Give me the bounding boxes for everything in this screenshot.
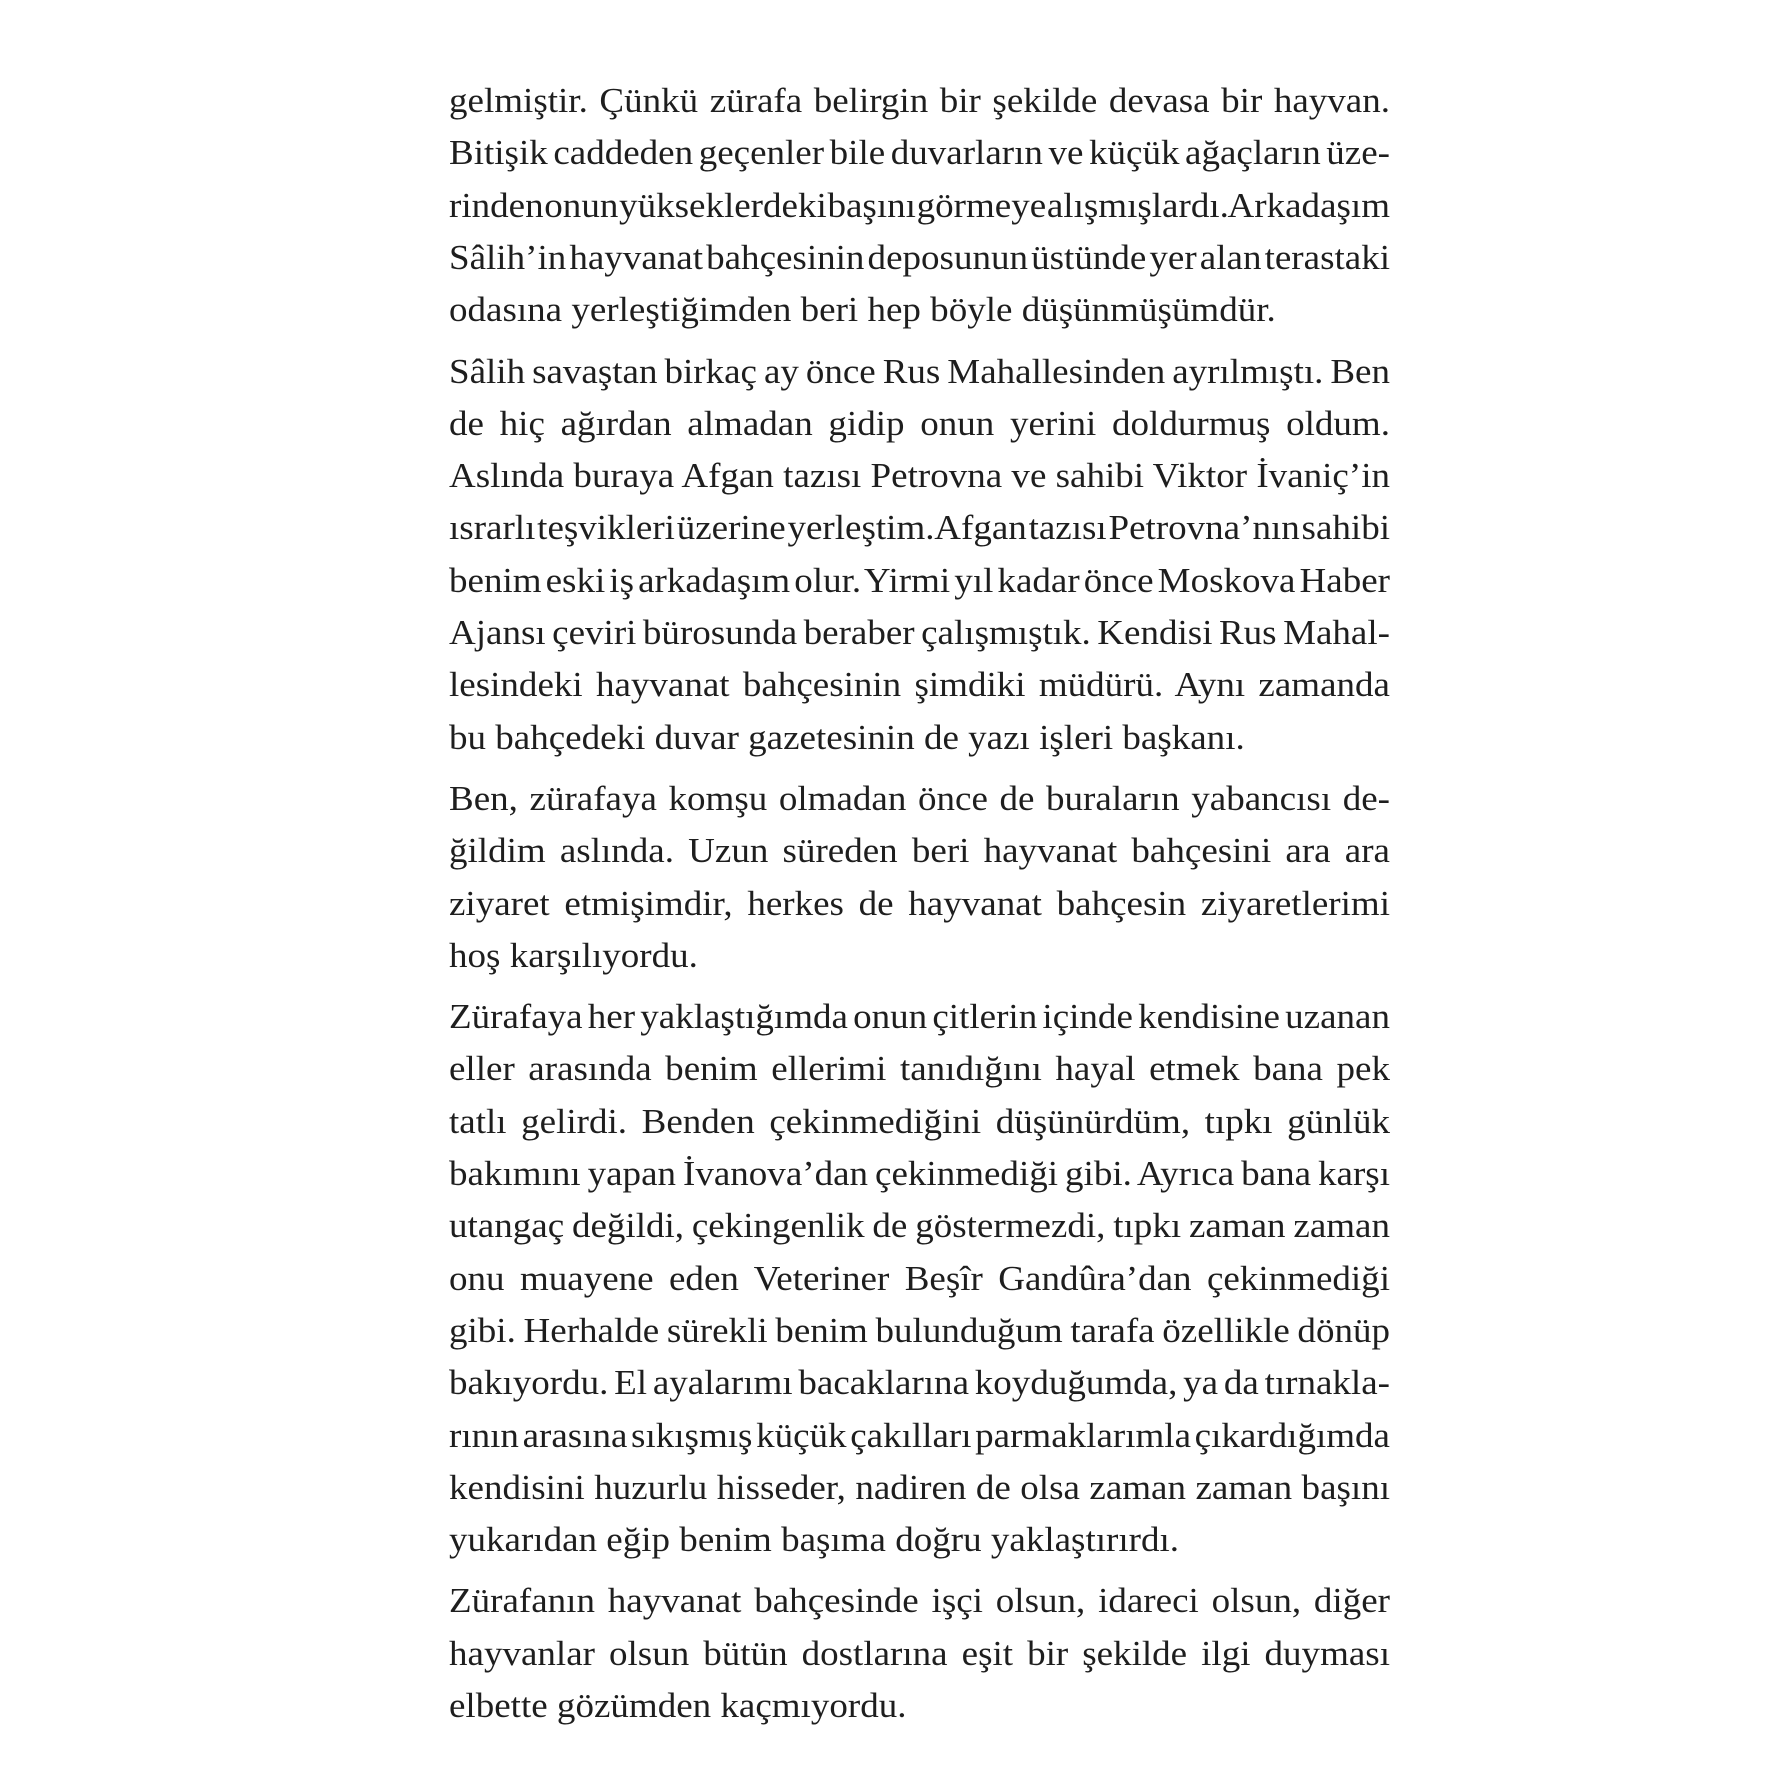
text-line: Sâlih savaştan birkaç ay önce Rus Mahallesinden ayrılmıştı. Ben	[449, 351, 1390, 391]
text-line: gelmiştir. Çünkü zürafa belirgin bir şekilde devasa bir hayvan.	[449, 81, 1390, 120]
text-line: ğildim aslında. Uzun süreden beri hayvanat bahçesini ara ara	[449, 831, 1390, 871]
text-line: onu muayene eden Veteriner Beşîr Gandûra’dan çekinmediği	[449, 1258, 1390, 1298]
text-line: lesindeki hayvanat bahçesinin şimdiki müdürü. Aynı zamanda	[449, 665, 1390, 705]
body-text	[449, 0, 1390, 1788]
text-line: hayvanlar olsun bütün dostlarına eşit bir şekilde ilgi duyması	[449, 1633, 1390, 1673]
text-line: ziyaret etmişimdir, herkes de hayvanat bahçesin ziyaretlerimi	[449, 883, 1390, 923]
text-line: Aslında buraya Afgan tazısı Petrovna ve sahibi Viktor İvaniç’in	[449, 456, 1390, 496]
text-line: rının arasına sıkışmış küçük çakılları parmaklarımla çıkardığımda	[449, 1415, 1390, 1455]
text-line: benim eski iş arkadaşım olur. Yirmi yıl kadar önce Moskova Haber	[449, 560, 1390, 600]
text-line: Sâlih’in hayvanat bahçesinin deposunun üstünde yer alan terastaki	[449, 237, 1390, 277]
text-line: odasına yerleştiğimden beri hep böyle düşünmüşümdür.	[449, 290, 1276, 330]
text-line: elbette gözümden kaçmıyordu.	[449, 1686, 907, 1725]
text-line: kendisini huzurlu hisseder, nadiren de olsa zaman zaman başını	[449, 1467, 1390, 1507]
text-line: Ben, zürafaya komşu olmadan önce de buraların yabancısı de-	[449, 778, 1390, 818]
text-line: bakıyordu. El ayalarımı bacaklarına koyduğumda, ya da tırnakla-	[449, 1363, 1390, 1403]
text-line: yukarıdan eğip benim başıma doğru yaklaştırırdı.	[449, 1520, 1180, 1560]
text-line: rinden onun yükseklerdeki başını görmeye alışmışlardı. Arkadaşım	[449, 185, 1390, 225]
text-line: utangaç değildi, çekingenlik de göstermezdi, tıpkı zaman zaman	[449, 1206, 1390, 1246]
text-line: bakımını yapan İvanova’dan çekinmediği gibi. Ayrıca bana karşı	[449, 1154, 1390, 1193]
text-line: gibi. Herhalde sürekli benim bulunduğum tarafa özellikle dönüp	[449, 1310, 1390, 1350]
text-line: de hiç ağırdan almadan gidip onun yerini doldurmuş oldum.	[449, 403, 1390, 443]
text-line: Zürafaya her yaklaştığımda onun çitlerin içinde kendisine uzanan	[449, 997, 1390, 1037]
text-line: Bitişik caddeden geçenler bile duvarların ve küçük ağaçların üze-	[449, 133, 1390, 173]
text-line: eller arasında benim ellerimi tanıdığını hayal etmek bana pek	[449, 1049, 1390, 1089]
text-line: ısrarlı teşvikleri üzerine yerleştim. Afgan tazısı Petrovna’nın sahibi	[449, 508, 1390, 548]
text-line: Ajansı çeviri bürosunda beraber çalışmıştık. Kendisi Rus Mahal-	[449, 613, 1390, 652]
text-line: hoş karşılıyordu.	[449, 935, 698, 975]
text-line: tatlı gelirdi. Benden çekinmediğini düşünürdüm, tıpkı günlük	[449, 1101, 1390, 1141]
text-line: Zürafanın hayvanat bahçesinde işçi olsun, idareci olsun, diğer	[449, 1581, 1390, 1621]
text-line: bu bahçedeki duvar gazetesinin de yazı işleri başkanı.	[449, 717, 1245, 757]
